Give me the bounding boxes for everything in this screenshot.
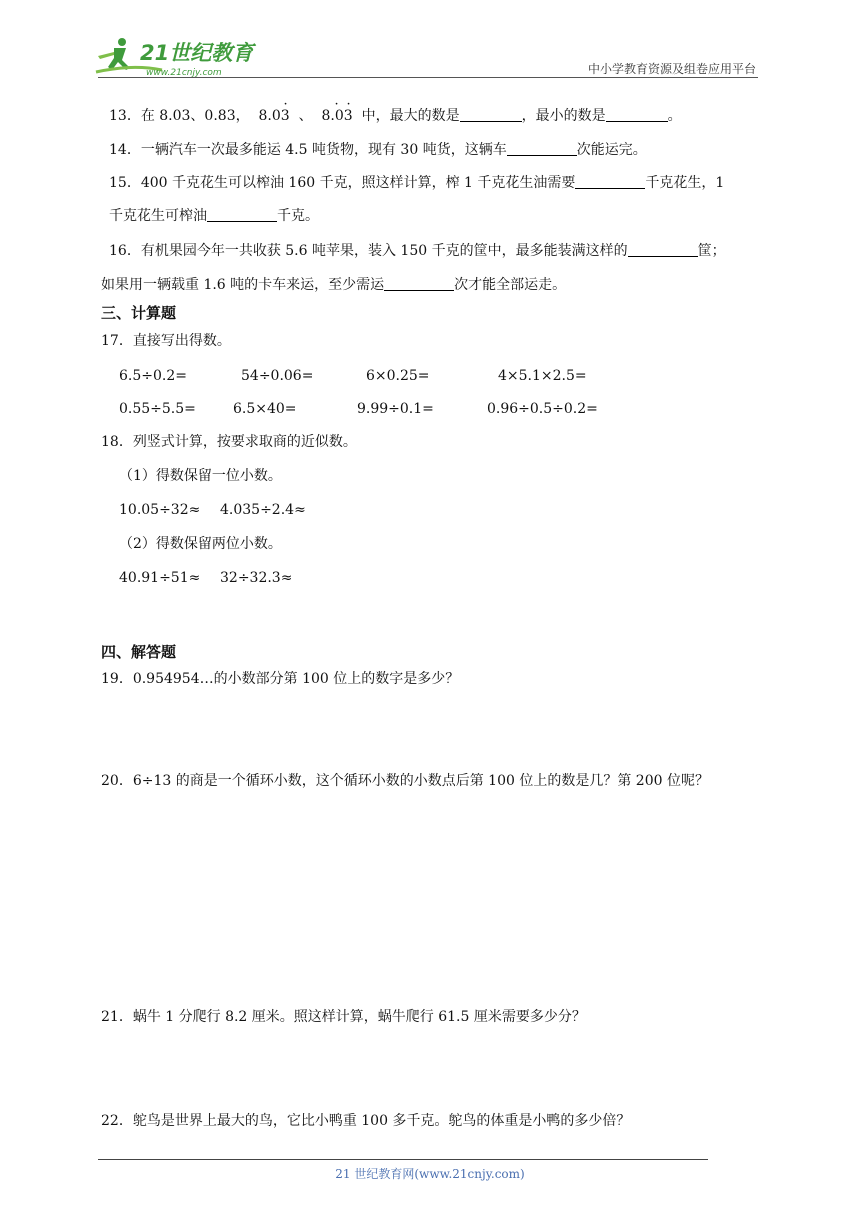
q16-text-2: 筐； (697, 243, 726, 259)
q17-expr-3: 6×0.25= (366, 368, 430, 384)
question-21: 21．蜗牛 1 分爬行 8.2 厘米。照这样计算，蜗牛爬行 61.5 厘米需要多少分？ (101, 1009, 586, 1025)
question-22: 22．鸵鸟是世界上最大的鸟，它比小鸭重 100 多千克。鸵鸟的体重是小鸭的多少倍？ (101, 1113, 631, 1129)
header-platform-text: 中小学教育资源及组卷应用平台 (587, 62, 756, 76)
q14-blank[interactable] (507, 141, 577, 156)
q18-expr-3: 40.91÷51≈ (119, 570, 201, 586)
q17-expr-2: 54÷0.06= (241, 368, 314, 384)
question-16-line-1 (109, 241, 726, 261)
q18-expr-4: 32÷32.3≈ (220, 570, 293, 586)
q15-text-2: 千克花生，1 (645, 175, 725, 191)
q16-text-3: 如果用一辆载重 1.6 吨的卡车来运，至少需运 (101, 277, 385, 293)
q13-blank-smallest[interactable] (606, 107, 668, 122)
q15-blank-1[interactable] (575, 174, 645, 189)
q17-expr-1: 6.5÷0.2= (119, 368, 187, 384)
logo-text: 21世纪教育 (140, 41, 254, 65)
q15-text-4: 千克。 (277, 208, 319, 224)
q17-expr-6: 6.5×40= (233, 401, 297, 417)
q13-repeating-number-1: 8.03 · (258, 97, 290, 124)
q15-text-1: 15．400 千克花生可以榨油 160 千克，照这样计算，榨 1 千克花生油需要 (109, 175, 576, 191)
q13-blank-largest[interactable] (460, 107, 522, 122)
question-18-title: 18．列竖式计算，按要求取商的近似数。 (101, 434, 357, 450)
q18-expr-1: 10.05÷32≈ (119, 502, 201, 518)
q13-end: 。 (667, 108, 682, 124)
q17-expr-4: 4×5.1×2.5= (498, 368, 587, 384)
q16-text-4: 次才能全部运走。 (454, 277, 567, 293)
q13-separator: 、 (298, 108, 313, 124)
q16-blank-1[interactable] (628, 242, 698, 257)
question-15-line-2 (109, 206, 319, 226)
header-divider (98, 77, 758, 78)
q15-text-3: 千克花生可榨油 (109, 208, 207, 224)
question-13 (109, 97, 682, 126)
q17-expr-5: 0.55÷5.5= (119, 401, 196, 417)
site-logo (92, 34, 262, 80)
q14-text: 14．一辆汽车一次最多能运 4.5 吨货物，现有 30 吨货，这辆车 (109, 142, 507, 158)
logo-url: www.21cnjy.com (146, 68, 222, 78)
q13-text-smallest: ，最小的数是 (521, 108, 606, 124)
q13-prefix: 13．在 8.03、0.83， (109, 108, 250, 124)
footer-text: 21 世纪教育网(www.21cnjy.com) (335, 1167, 525, 1181)
section-4-heading: 四、解答题 (101, 643, 177, 661)
question-15-line-1 (109, 173, 724, 193)
q13-repeating-number-2: 8.03 · · (321, 97, 353, 124)
q15-blank-2[interactable] (207, 207, 277, 222)
question-14 (109, 140, 647, 160)
q17-expr-7: 9.99÷0.1= (357, 401, 434, 417)
q16-text-1: 16．有机果园今年一共收获 5.6 吨苹果，装入 150 千克的筐中，最多能装满这样的 (109, 243, 628, 259)
q17-expr-8: 0.96÷0.5÷0.2= (487, 401, 598, 417)
q14-end: 次能运完。 (576, 142, 647, 158)
q18-expr-2: 4.035÷2.4≈ (220, 502, 306, 518)
q18-sub-1: （1）得数保留一位小数。 (119, 468, 282, 484)
q16-blank-2[interactable] (384, 276, 454, 291)
question-19: 19．0.954954…的小数部分第 100 位上的数字是多少？ (101, 671, 460, 687)
q18-sub-2: （2）得数保留两位小数。 (119, 536, 282, 552)
section-3-heading: 三、计算题 (101, 304, 177, 322)
question-16-line-2 (101, 275, 566, 295)
question-17-title: 17．直接写出得数。 (101, 333, 231, 349)
q13-text-largest: 中，最大的数是 (361, 108, 460, 124)
footer-divider (98, 1159, 708, 1160)
question-20: 20．6÷13 的商是一个循环小数，这个循环小数的小数点后第 100 位上的数是几？第 200 位呢？ (101, 773, 709, 789)
